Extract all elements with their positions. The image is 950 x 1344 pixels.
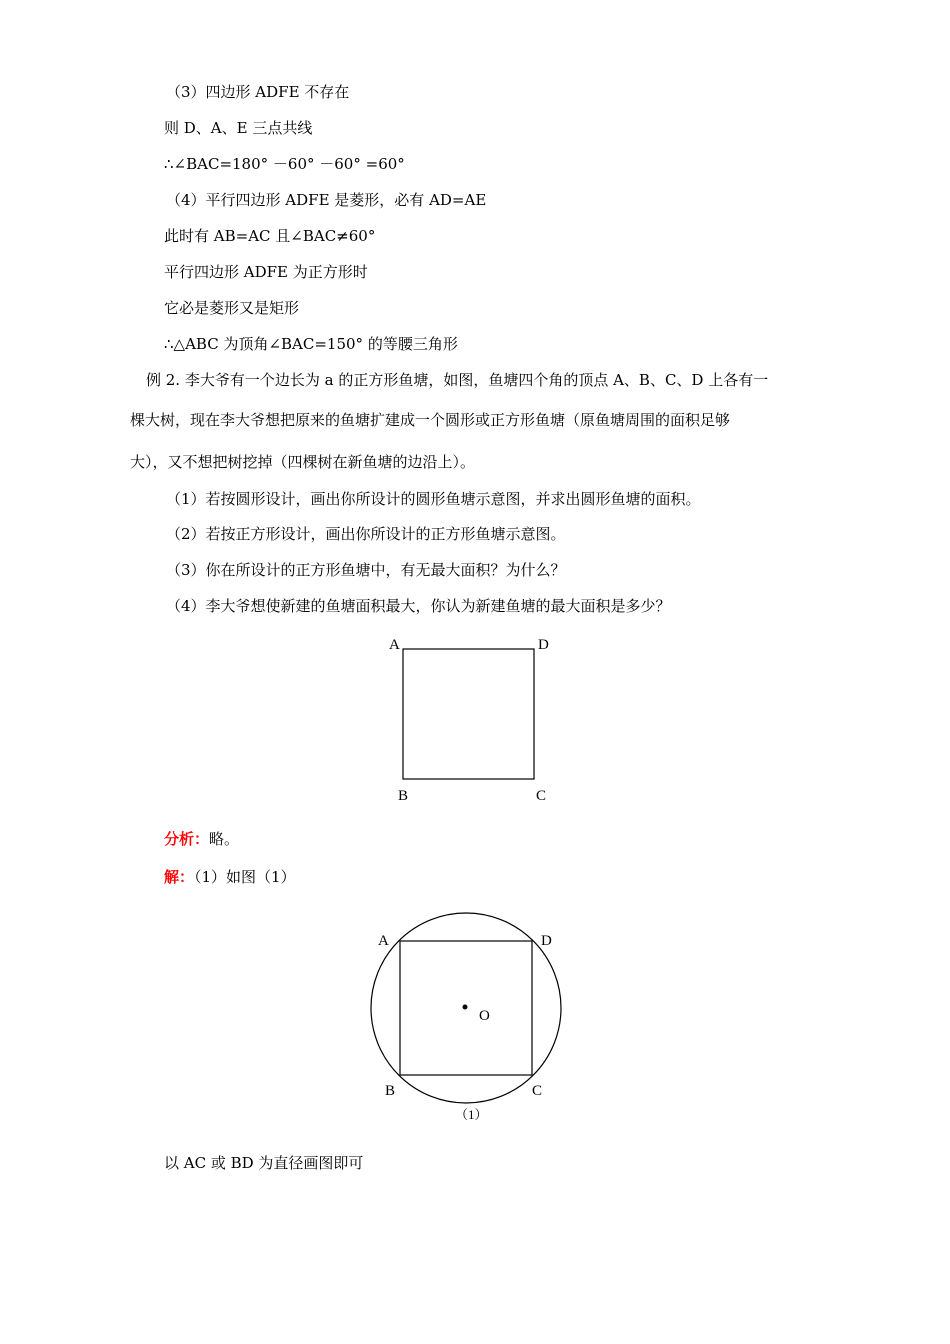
question-4: （4）李大爷想使新建的鱼塘面积最大，你认为新建鱼塘的最大面积是多少？ (166, 597, 671, 615)
circle-label-b: B (385, 1083, 396, 1099)
text-line-8: ∴△ABC 为顶角∠BAC=150° 的等腰三角形 (164, 335, 458, 353)
figure-caption: （1） (455, 1107, 488, 1122)
question-2: （2）若按正方形设计，画出你所设计的正方形鱼塘示意图。 (166, 525, 566, 543)
vertex-label-a: A (389, 637, 400, 653)
analysis-text: 略。 (209, 830, 240, 848)
circle-label-c: C (532, 1083, 543, 1099)
vertex-label-b: B (398, 788, 409, 804)
text-line-5: 此时有 AB=AC 且∠BAC≠60° (164, 227, 376, 245)
text-line-4: （4）平行四边形 ADFE 是菱形，必有 AD=AE (166, 191, 487, 209)
text-line-7: 它必是菱形又是矩形 (164, 299, 300, 317)
example-line-2: 棵大树，现在李大爷想把原来的鱼塘扩建成一个圆形或正方形鱼塘（原鱼塘周围的面积足够 (130, 411, 731, 429)
center-point (463, 1005, 468, 1010)
question-1: （1）若按圆形设计，画出你所设计的圆形鱼塘示意图，并求出圆形鱼塘的面积。 (166, 490, 701, 508)
circle-label-d: D (541, 933, 552, 949)
solution-text: （1）如图（1） (194, 868, 296, 886)
conclusion-text: 以 AC 或 BD 为直径画图即可 (164, 1154, 364, 1172)
circle-label-a: A (378, 933, 389, 949)
text-line-1: （3）四边形 ADFE 不存在 (166, 83, 350, 101)
vertex-label-c: C (536, 788, 547, 804)
solution-label: 解： (164, 868, 195, 886)
example-line-3: 大），又不想把树挖掉（四棵树在新鱼塘的边沿上）。 (130, 453, 476, 471)
question-3: （3）你在所设计的正方形鱼塘中，有无最大面积？为什么？ (166, 561, 566, 579)
analysis-label: 分析： (164, 830, 210, 848)
example-line-1: 例 2. 李大爷有一个边长为 a 的正方形鱼塘，如图，鱼塘四个角的顶点 A、B、C、D 上各有一 (146, 371, 769, 389)
text-line-3: ∴∠BAC=180° －60° －60° =60° (164, 155, 405, 173)
text-line-2: 则 D、A、E 三点共线 (164, 119, 313, 137)
center-label-o: O (479, 1008, 490, 1024)
vertex-label-d: D (538, 637, 549, 653)
text-line-6: 平行四边形 ADFE 为正方形时 (164, 263, 368, 281)
